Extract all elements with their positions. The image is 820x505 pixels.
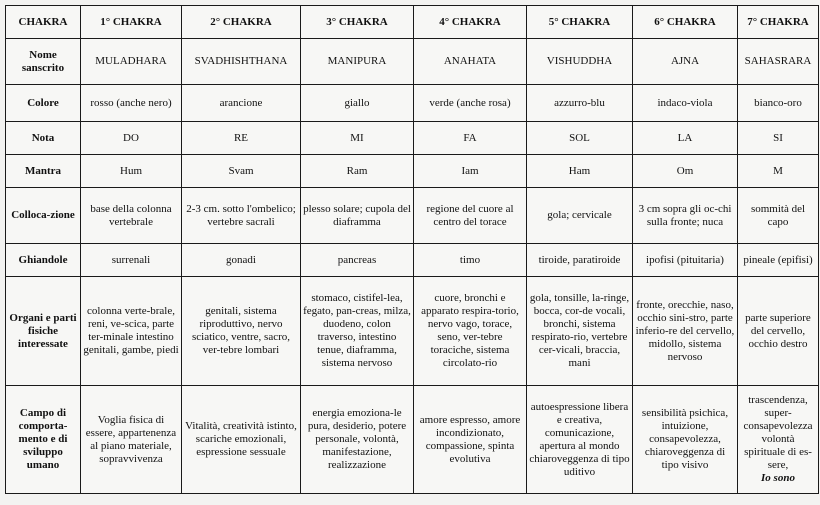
- table-cell: MANIPURA: [301, 39, 414, 85]
- table-cell: MI: [301, 122, 414, 155]
- header-cell-chakra-4: 4° CHAKRA: [414, 6, 527, 39]
- row-label: Mantra: [6, 155, 81, 188]
- table-cell: Voglia fisica di essere, appartenenza al piano materiale, sopravvivenza: [81, 386, 182, 494]
- table-cell: cuore, bronchi e apparato respira-torio, nervo vago, torace, seno, ver-tebre toraciche, sistema circolato-rio: [414, 277, 527, 386]
- table-cell: parte superiore del cervello, occhio destro: [738, 277, 819, 386]
- table-cell: regione del cuore al centro del torace: [414, 188, 527, 244]
- row-label: Colore: [6, 85, 81, 122]
- table-cell: Ham: [527, 155, 633, 188]
- row-mantra: [6, 155, 819, 188]
- chakra-table: [5, 5, 819, 494]
- table-cell: giallo: [301, 85, 414, 122]
- table-cell: fronte, orecchie, naso, occhio sini-stro, parte inferio-re del cervello, midollo, sistema nervoso: [633, 277, 738, 386]
- table-cell: Vitalità, creatività istinto, scariche emozionali, espressione sessuale: [182, 386, 301, 494]
- table-cell: AJNA: [633, 39, 738, 85]
- cell-text: trascendenza, super-consapevolezza volontà spirituale di es-sere,: [743, 394, 813, 471]
- table-cell: VISHUDDHA: [527, 39, 633, 85]
- table-cell: ipofisi (pituitaria): [633, 244, 738, 277]
- table-cell: genitali, sistema riproduttivo, nervo sciatico, ventre, sacro, ver-tebre lombari: [182, 277, 301, 386]
- table-cell: sensibilità psichica, intuizione, consapevolezza, chiaroveggenza di tipo visivo: [633, 386, 738, 494]
- table-cell: indaco-viola: [633, 85, 738, 122]
- table-cell: 3 cm sopra gli oc-chi sulla fronte; nuca: [633, 188, 738, 244]
- table-cell: verde (anche rosa): [414, 85, 527, 122]
- table-cell: gola; cervicale: [527, 188, 633, 244]
- table-cell: pineale (epifisi): [738, 244, 819, 277]
- table-cell: colonna verte-brale, reni, ve-scica, parte ter-minale intestino genitali, gambe, piedi: [81, 277, 182, 386]
- table-cell: rosso (anche nero): [81, 85, 182, 122]
- table-cell: bianco-oro: [738, 85, 819, 122]
- table-cell: gonadi: [182, 244, 301, 277]
- row-colore: [6, 85, 819, 122]
- table-cell: 2-3 cm. sotto l'ombelico; vertebre sacrali: [182, 188, 301, 244]
- table-cell: pancreas: [301, 244, 414, 277]
- header-cell-chakra-2: 2° CHAKRA: [182, 6, 301, 39]
- header-cell-chakra-7: 7° CHAKRA: [738, 6, 819, 39]
- row-nota: [6, 122, 819, 155]
- table-cell: Iam: [414, 155, 527, 188]
- table-cell: Svam: [182, 155, 301, 188]
- table-cell: SOL: [527, 122, 633, 155]
- table-cell: stomaco, cistifel-lea, fegato, pan-creas, milza, duodeno, colon traverso, intestino tenue, diaframma, sistema nervoso: [301, 277, 414, 386]
- row-organi: [6, 277, 819, 386]
- row-label: Organi e parti fisiche interessate: [6, 277, 81, 386]
- table-cell: base della colonna vertebrale: [81, 188, 182, 244]
- table-cell: amore espresso, amore incondizionato, compassione, spinta evolutiva: [414, 386, 527, 494]
- table-cell: arancione: [182, 85, 301, 122]
- row-label: Ghiandole: [6, 244, 81, 277]
- table-cell: SAHASRARA: [738, 39, 819, 85]
- table-cell: autoespressione libera e creativa, comunicazione, apertura al mondo chiaroveggenza di tipo uditivo: [527, 386, 633, 494]
- table-cell: plesso solare; cupola del diaframma: [301, 188, 414, 244]
- row-label: Campo di comporta-mento e di sviluppo umano: [6, 386, 81, 494]
- table-cell: M: [738, 155, 819, 188]
- table-cell: surrenali: [81, 244, 182, 277]
- table-cell: SVADHISHTHANA: [182, 39, 301, 85]
- header-cell-chakra: CHAKRA: [6, 6, 81, 39]
- table-cell: FA: [414, 122, 527, 155]
- table-cell: Hum: [81, 155, 182, 188]
- row-ghiandole: [6, 244, 819, 277]
- table-cell: MULADHARA: [81, 39, 182, 85]
- table-cell: [738, 386, 819, 494]
- header-cell-chakra-6: 6° CHAKRA: [633, 6, 738, 39]
- header-cell-chakra-5: 5° CHAKRA: [527, 6, 633, 39]
- row-collocazione: [6, 188, 819, 244]
- table-cell: timo: [414, 244, 527, 277]
- header-cell-chakra-3: 3° CHAKRA: [301, 6, 414, 39]
- header-row: [6, 6, 819, 39]
- row-label: Nome sanscrito: [6, 39, 81, 85]
- row-campo-comportamento: [6, 386, 819, 494]
- table-cell: DO: [81, 122, 182, 155]
- table-cell: energia emoziona-le pura, desiderio, potere personale, volontà, manifestazione, realizzazione: [301, 386, 414, 494]
- header-cell-chakra-1: 1° CHAKRA: [81, 6, 182, 39]
- table-cell: sommità del capo: [738, 188, 819, 244]
- table-cell: ANAHATA: [414, 39, 527, 85]
- table-cell: RE: [182, 122, 301, 155]
- row-label: Nota: [6, 122, 81, 155]
- cell-italic-note: Io sono: [761, 472, 795, 484]
- table-cell: azzurro-blu: [527, 85, 633, 122]
- table-cell: SI: [738, 122, 819, 155]
- table-cell: gola, tonsille, la-ringe, bocca, cor-de vocali, bronchi, sistema respirato-rio, vertebre cer-vicali, braccia, mani: [527, 277, 633, 386]
- table-cell: Om: [633, 155, 738, 188]
- row-label: Colloca-zione: [6, 188, 81, 244]
- table-cell: LA: [633, 122, 738, 155]
- row-nome-sanscrito: [6, 39, 819, 85]
- table-cell: Ram: [301, 155, 414, 188]
- table-cell: tiroide, paratiroide: [527, 244, 633, 277]
